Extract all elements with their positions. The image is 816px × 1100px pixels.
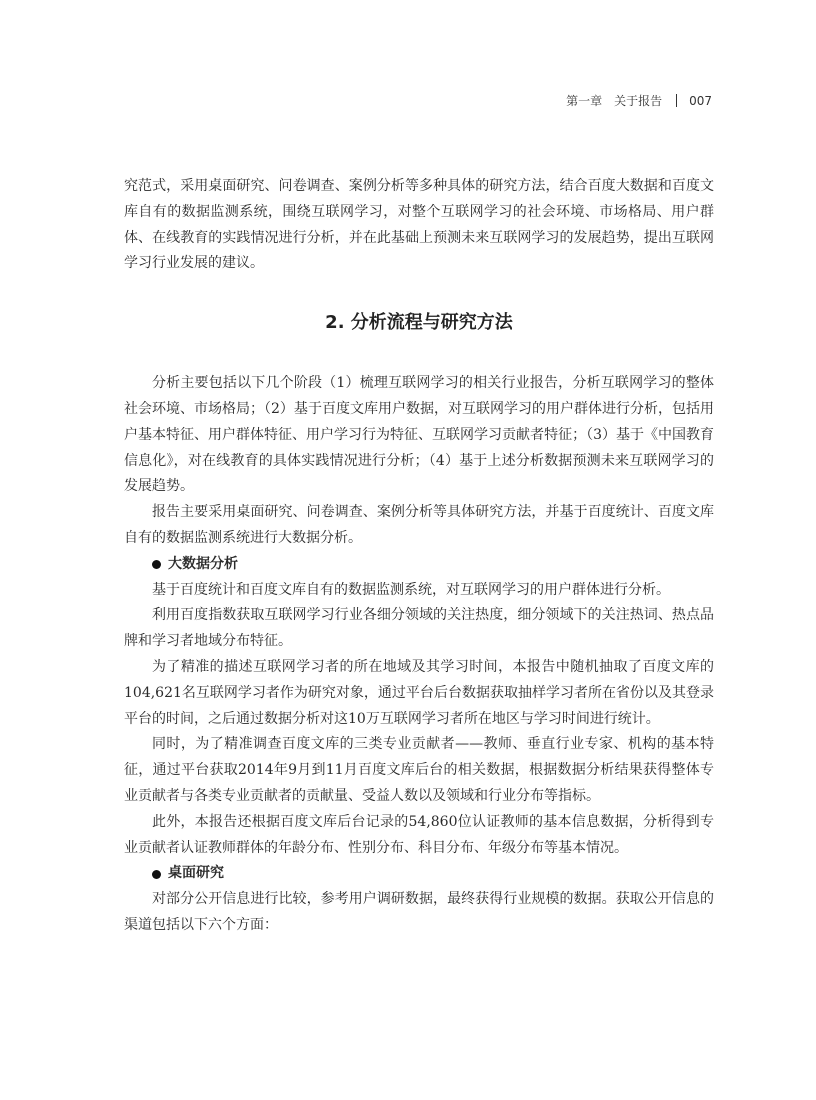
paragraph-baidu-index: 利用百度指数获取互联网学习行业各细分领域的关注热度，细分领域下的关注热词、热点品牌和学习者地域分布特征。	[124, 607, 714, 650]
bullet-heading-label: 大数据分析	[168, 555, 238, 572]
page-number: 007	[689, 93, 712, 108]
bullet-heading-desk-research	[124, 861, 714, 887]
paragraph-desk-research: 对部分公开信息进行比较，参考用户调研数据，最终获得行业规模的数据。获取公开信息的渠道包括以下六个方面：	[124, 891, 714, 933]
paragraph-stages: 分析主要包括以下几个阶段（1）梳理互联网学习的相关行业报告，分析互联网学习的整体社会环境、市场格局；（2）基于百度文库用户数据，对互联网学习的用户群体进行分析，包括用户基本特征、用户群体特征、用户学习行为特征、互联网学习贡献者特征；（3）基于《中国教育信息化》，对在线教育的具体实践情况进行分析；（4）基于上述分析数据预测未来互联网学习的发展趋势。	[124, 375, 714, 495]
paragraph-contributors: 同时，为了精准调查百度文库的三类专业贡献者——教师、垂直行业专家、机构的基本特征，通过平台获取2014年9月到11月百度文库后台的相关数据，根据数据分析结果获得整体专业贡献者与各类专业贡献者的贡献量、受益人数以及领域和行业分布等指标。	[124, 736, 714, 804]
paragraph-methods: 报告主要采用桌面研究、问卷调查、案例分析等具体研究方法，并基于百度统计、百度文库自有的数据监测系统进行大数据分析。	[124, 504, 714, 546]
paragraph-sampling: 为了精准的描述互联网学习者的所在地域及其学习时间，本报告中随机抽取了百度文库的104,621名互联网学习者作为研究对象，通过平台后台数据获取抽样学习者所在省份以及其登录平台的时间，之后通过数据分析对这10万互联网学习者所在地区与学习时间进行统计。	[124, 658, 714, 727]
chapter-title: 第一章 关于报告	[566, 94, 663, 108]
header-divider	[676, 94, 677, 107]
running-header	[566, 92, 712, 109]
bullet-heading-big-data	[124, 552, 714, 578]
paragraph-teachers: 此外，本报告还根据百度文库后台记录的54,860位认证教师的基本信息数据，分析得到专业贡献者认证教师群体的年龄分布、性别分布、科目分布、年级分布等基本情况。	[124, 813, 714, 856]
bullet-heading-label: 桌面研究	[168, 865, 224, 882]
bullet-icon	[152, 870, 161, 879]
page-body	[124, 174, 714, 939]
paragraph-big-data-intro: 基于百度统计和百度文库自有的数据监测系统，对互联网学习的用户群体进行分析。	[152, 581, 670, 598]
section-title: 2. 分析流程与研究方法	[325, 312, 513, 334]
bullet-icon	[152, 560, 161, 569]
intro-paragraph: 究范式，采用桌面研究、问卷调查、案例分析等多种具体的研究方法，结合百度大数据和百度文库自有的数据监测系统，围绕互联网学习，对整个互联网学习的社会环境、市场格局、用户群体、在线教育的实践情况进行分析，并在此基础上预测未来互联网学习的发展趋势，提出互联网学习行业发展的建议。	[124, 178, 714, 272]
